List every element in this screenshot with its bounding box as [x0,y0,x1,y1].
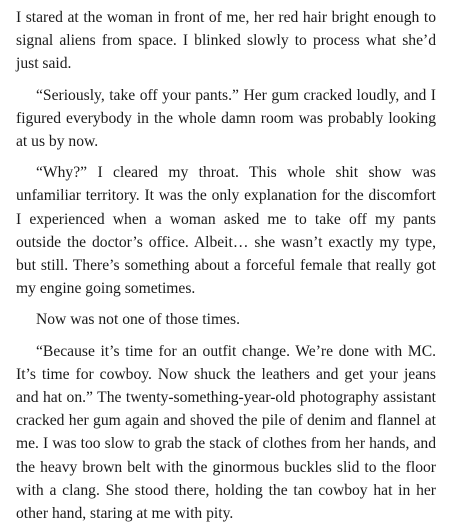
paragraph-3: “Why?” I cleared my throat. This whole shit show was unfamiliar territory. It was the only explanation for the discomfort I experienced when a woman asked me to take off my pants outside the doctor’s office. Albeit… she wasn’t exactly my type, but still. There’s something about a forceful female that really got my engine going sometimes. [16,164,436,298]
paragraph-5: “Because it’s time for an outfit change. We’re done with MC. It’s time for cowboy. Now shuck the leathers and get your jeans and hat on.” The twenty-something-year-old photography assistant cracked her gum again and shoved the pile of denim and flannel at me. I was too slow to grab the stack of clothes from her hands, and the heavy brown belt with the ginormous buckles slid to the floor with a clang. She stood there, holding the tan cowboy hat in her other hand, staring at me with pity. [16,342,436,523]
paragraph-4: Now was not one of those times. [36,311,240,329]
paragraph-2: “Seriously, take off your pants.” Her gum cracked loudly, and I figured everybody in the whole damn room was probably looking at us by now. [16,86,436,151]
paragraph-1: I stared at the woman in front of me, her red hair bright enough to signal aliens from space. I blinked slowly to process what she’d just said. [16,9,436,73]
